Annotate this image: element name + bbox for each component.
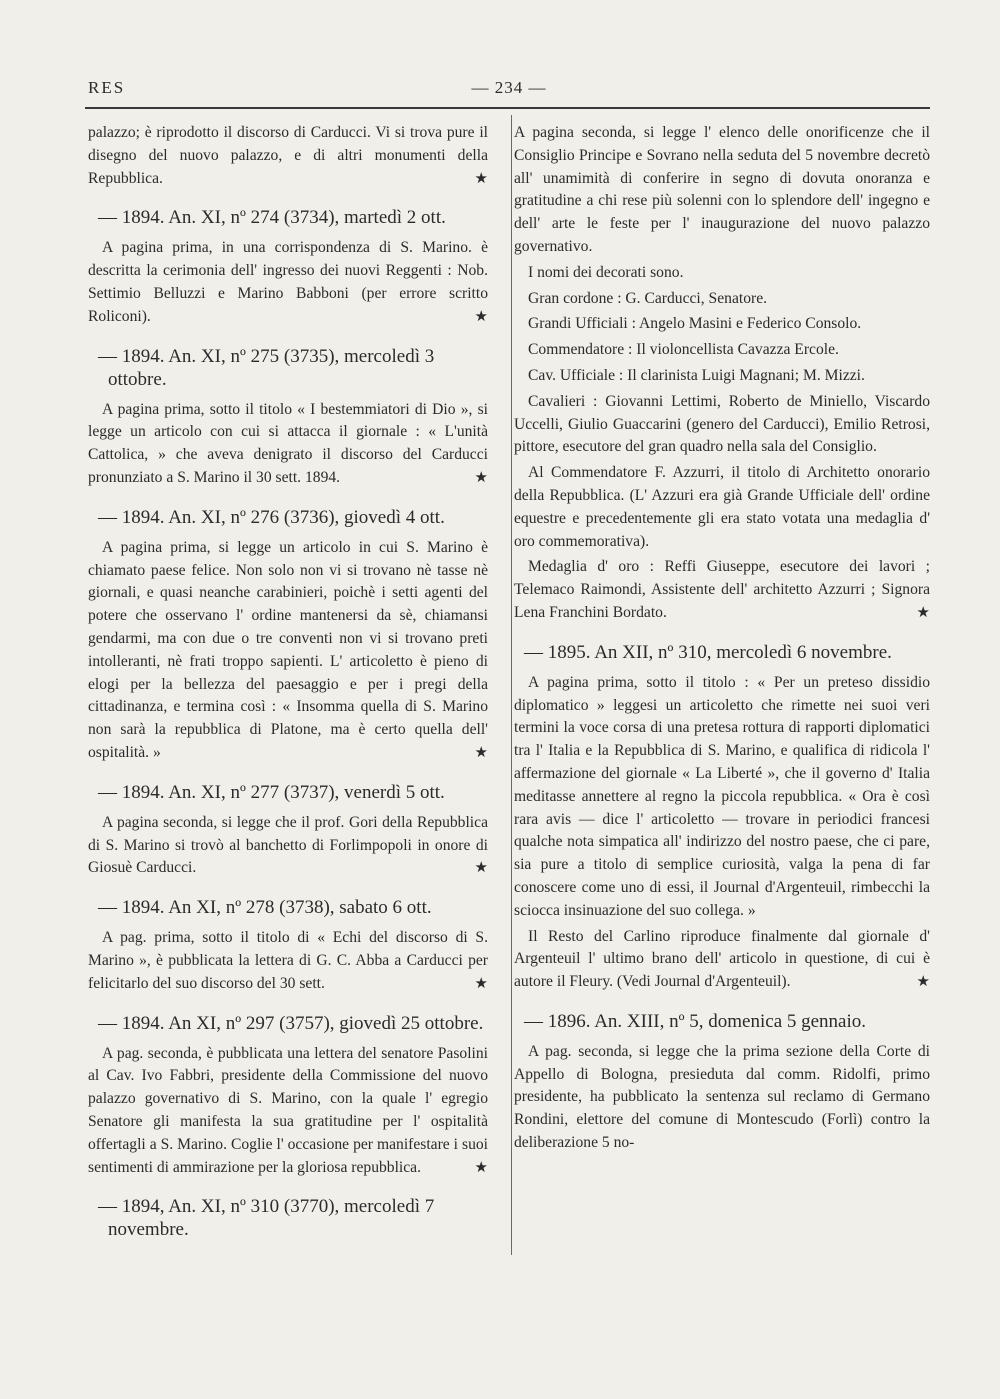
paragraph: Commendatore : Il violoncellista Cavazza Ercole. [528, 341, 839, 359]
entry [88, 781, 488, 880]
paragraph: A pagina seconda, si legge che il prof. Gori della Repubblica di S. Marino si trovò al banchetto di Forlimpopoli in onore di Giosuè Carducci. ★ [88, 812, 488, 880]
paragraph: A pagina prima, in una corrispondenza di S. Marino. è descritta la cerimonia dell' ingresso dei nuovi Reggenti : Nob. Settimio Belluzzi e Marino Babboni (per errore scritto Roliconi). ★ [88, 237, 488, 328]
intro-text [88, 122, 488, 190]
entry-body [88, 399, 488, 490]
entry-heading: — 1895. An XII, nº 310, mercoledì 6 novembre. [524, 641, 892, 663]
paragraph: A pagina seconda, si legge l' elenco delle onorificenze che il Consiglio Principe e Sovrano nella seduta del 5 novembre decretò all' unamimità di conferire in segno di dovuta onoranza e gratitudine a chi rese più solenni con lo splendore dell' ingegno e dell' arte le feste per l' inaugurazione del nuovo palazzo governativo. [514, 124, 930, 255]
entry-body [88, 927, 488, 995]
running-head: RES [88, 78, 126, 97]
entry-heading: — 1894. An. XI, nº 277 (3737), venerdì 5 ott. [98, 781, 445, 803]
end-star: ★ [474, 469, 488, 486]
header-rule [85, 107, 930, 109]
entry-body [514, 1041, 930, 1155]
entry-body [514, 672, 930, 994]
paragraph: A pag. seconda, è pubblicata una lettera del senatore Pasolini al Cav. Ivo Fabbri, presidente della Commissione del nuovo palazzo governativo di S. Marino, con la quale l' egregio Senatore gli manifesta la sua gratitudine per l' ospitalità offertagli a S. Marino. Coglie l' occasione per manifestare i suoi sentimenti di ammirazione per la gloriosa repubblica. ★ [88, 1043, 488, 1180]
entry [514, 641, 930, 994]
entry-heading: — 1894. An XI, nº 297 (3757), giovedì 25 ottobre. [98, 1012, 484, 1034]
column-divider [511, 115, 512, 1255]
paragraph: I nomi dei decorati sono. [528, 263, 684, 281]
intro-text [514, 122, 930, 625]
entry-heading: — 1894. An XI, nº 278 (3738), sabato 6 ott. [98, 897, 432, 919]
entry-body [88, 812, 488, 880]
end-star: ★ [474, 170, 488, 187]
paragraph: A pag. seconda, si legge che la prima sezione della Corte di Appello di Bologna, presieduta dal comm. Ridolfi, primo presidente, ha pubblicato la sentenza sul reclamo di Germano Rondini, elettore del comune di Montescudo (Forlì) contro la deliberazione 5 no- [514, 1042, 930, 1152]
end-star: ★ [474, 975, 488, 992]
end-star: ★ [474, 308, 488, 325]
paragraph: Il Resto del Carlino riproduce finalmente dal giornale d' Argenteuil l' ultimo brano dell' articolo in questione, di cui è autore il Fleury. (Vedi Journal d'Argenteuil). ★ [514, 926, 930, 994]
entry-heading: — 1894, An. XI, nº 310 (3770), mercoledì 7 novembre. [98, 1196, 435, 1241]
entry [514, 1010, 930, 1155]
paragraph: Cav. Ufficiale : Il clarinista Luigi Magnani; M. Mizzi. [528, 366, 865, 384]
paragraph: Grandi Ufficiali : Angelo Masini e Federico Consolo. [528, 315, 862, 333]
left-column [88, 122, 488, 1257]
paragraph: A pagina prima, si legge un articolo in cui S. Marino è chiamato paese felice. Non solo non vi si trovano nè tasse nè giornali, e quasi neanche carabinieri, poichè i setti agenti del potere che osservano l' ordine mantenersi da sè, chiamansi gendarmi, ma con due o tre conventi non vi si trovano preti intolleranti, nè frati troppo sapienti. L' articoletto è pieno di elogi per la bellezza del paesaggio e per i pregi della cittadinanza, e termina così : « Insomma quella di S. Marino non sarà la repubblica di Platone, ma è certo quella dell' ospitalità. » ★ [88, 537, 488, 765]
paragraph: Gran cordone : G. Carducci, Senatore. [528, 289, 768, 307]
paragraph: palazzo; è riprodotto il discorso di Carducci. Vi si trova pure il disegno del nuovo palazzo, e di altri monumenti della Repubblica. ★ [88, 122, 488, 190]
end-star: ★ [916, 974, 930, 991]
entry-body [88, 237, 488, 328]
page-header [88, 78, 930, 100]
entry-heading: — 1894. An. XI, nº 275 (3735), mercoledì 3 ottobre. [98, 345, 435, 390]
paragraph: Medaglia d' oro : Reffi Giuseppe, esecutore dei lavori ; Telemaco Raimondi, Assistente dell' architetto Azzurri ; Signora Lena Franchini Bordato. ★ [514, 556, 930, 624]
paragraph: Al Commendatore F. Azzurri, il titolo di Architetto onorario della Repubblica. (L' Azzuri era già Grande Ufficiale dell' ordine equestre e precedentemente gli era stato votata una medaglia d' oro commemorativa). [514, 464, 930, 550]
entry-heading: — 1894. An. XI, nº 276 (3736), giovedì 4 ott. [98, 506, 445, 528]
entry-body [88, 1043, 488, 1180]
right-column [514, 122, 930, 1171]
paragraph: A pagina prima, sotto il titolo : « Per un preteso dissidio diplomatico » leggesi un articoletto che rimette nei suoi veri termini la voce corsa di una pretesa rottura di rapporti diplomatici tra l' Italia e la Repubblica di S. Marino, e qualifica di ridicola l' affermazione del giornale « La Liberté », che il governo d' Italia meditasse annettere al regno la piccola repubblica. « Ora è così rara avis — dice l' articoletto — trovare in periodici francesi qualche nota simpatica all' indirizzo del nostro paese, che ci pare, sia pure a titolo di semplice curiosità, valga la pena di far conoscere come uno di essi, il Journal d'Argenteuil, rimbecchi la sciocca insinuazione del suo collega. » [514, 673, 930, 919]
entry-heading: — 1896. An. XIII, nº 5, domenica 5 gennaio. [524, 1010, 867, 1032]
end-star: ★ [474, 860, 488, 877]
page-number: — 234 — [471, 78, 547, 97]
entry [88, 345, 488, 490]
paragraph: Cavalieri : Giovanni Lettimi, Roberto de Miniello, Viscardo Uccelli, Giulio Guaccarini (genero del Carducci), Emilio Retrosi, pittore, esecutore del gran quadro nella sala del Consiglio. [514, 392, 930, 456]
entry-heading: — 1894. An. XI, nº 274 (3734), martedì 2 ott. [98, 207, 446, 229]
entry [88, 1012, 488, 1180]
end-star: ★ [916, 604, 930, 621]
entry [88, 506, 488, 765]
entry-body [88, 537, 488, 765]
entry [88, 896, 488, 995]
paragraph: A pag. prima, sotto il titolo di « Echi del discorso di S. Marino », è pubblicata la lettera di G. C. Abba a Carducci per felicitarlo del suo discorso del 30 sett. ★ [88, 927, 488, 995]
end-star: ★ [474, 1159, 488, 1176]
paragraph: A pagina prima, sotto il titolo « I bestemmiatori di Dio », si legge un articolo con cui si attacca il giornale : « L'unità Cattolica, » che aveva denigrato il discorso del Carducci pronunziato a S. Marino il 30 sett. 1894. ★ [88, 399, 488, 490]
entry [88, 1195, 488, 1241]
end-star: ★ [474, 744, 488, 761]
entry [88, 206, 488, 328]
